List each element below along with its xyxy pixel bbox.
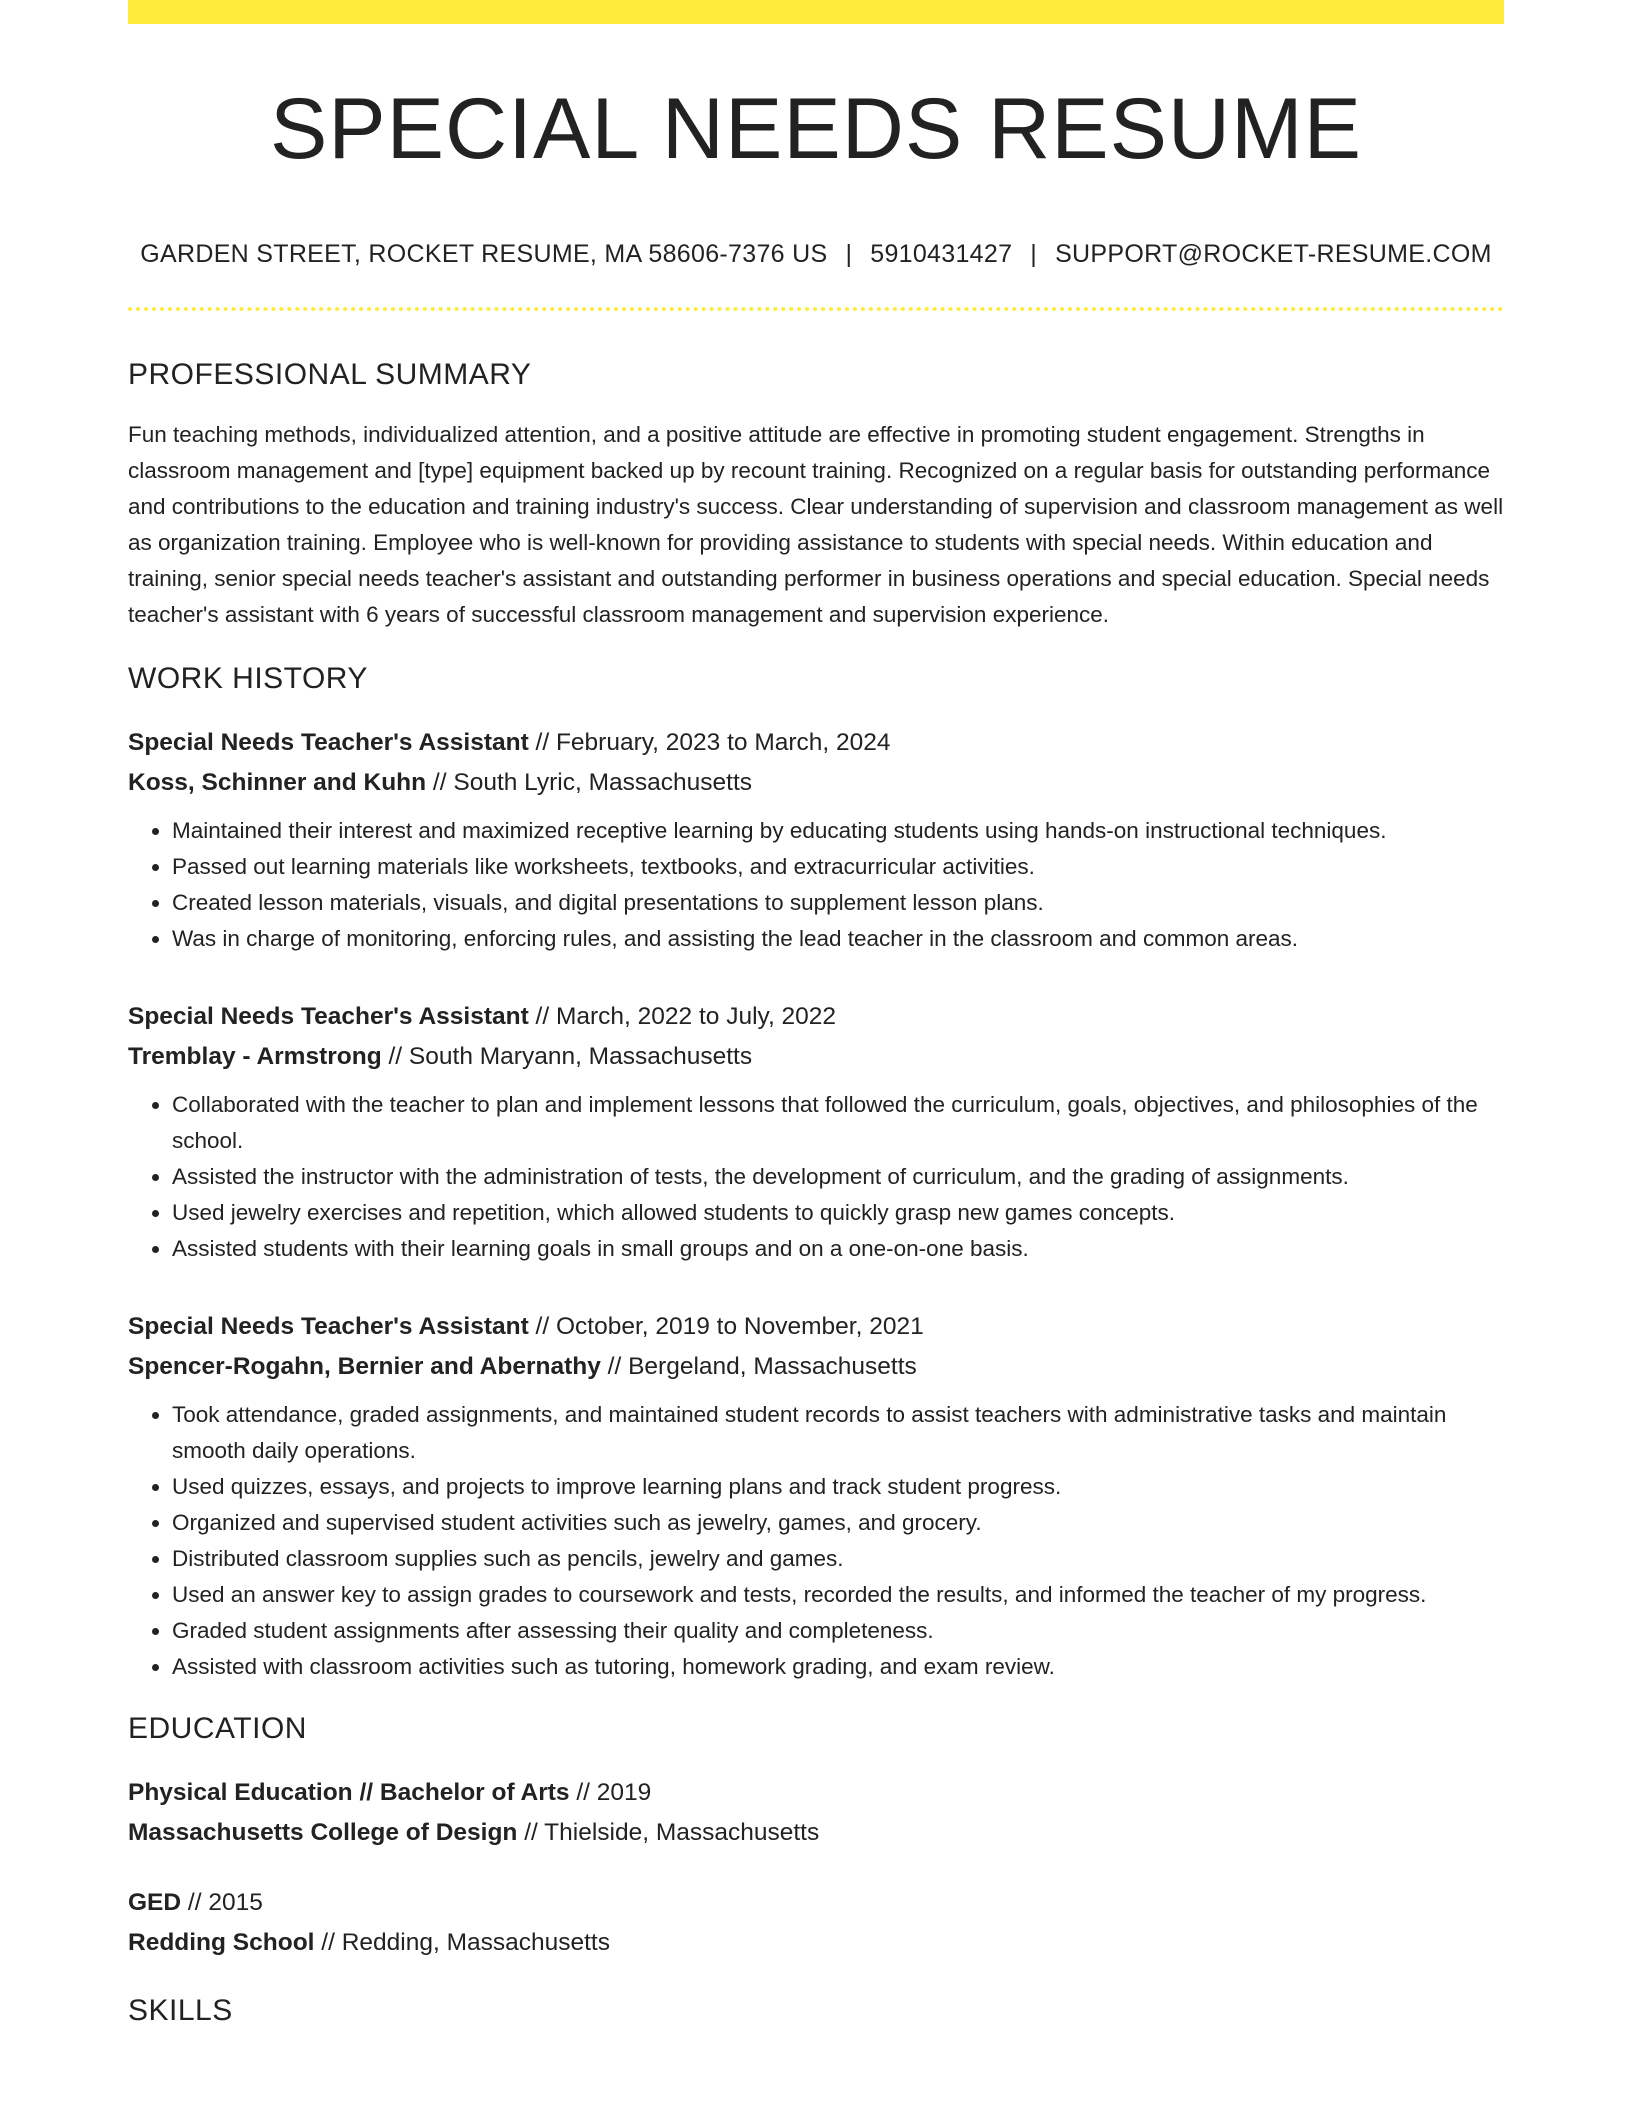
job-company-line — [128, 763, 1504, 803]
job-bullets — [128, 1397, 1504, 1685]
contact-address: GARDEN STREET, ROCKET RESUME, MA 58606-7376 US — [140, 239, 828, 268]
job-title-line — [128, 997, 1504, 1037]
job-bullet: • Was in charge of monitoring, enforcing rules, and assisting the lead teacher in the classroom and common areas. — [172, 921, 1504, 957]
education-year: // 2015 — [181, 1888, 263, 1916]
job-company-line — [128, 1347, 1504, 1387]
education-entry — [128, 1883, 1504, 1963]
job-location: // South Lyric, Massachusetts — [426, 768, 753, 796]
job-entry — [128, 1307, 1504, 1685]
contact-separator: | — [1030, 239, 1038, 268]
job-role: Special Needs Teacher's Assistant — [128, 1002, 529, 1030]
job-bullet: • Took attendance, graded assignments, and maintained student records to assist teachers with administrative tasks and maintain smooth daily operations. — [172, 1397, 1504, 1469]
education-list — [128, 1773, 1504, 1963]
education-degree: GED — [128, 1888, 182, 1916]
education-location: // Thielside, Massachusetts — [517, 1818, 820, 1846]
education-degree: Physical Education // Bachelor of Arts — [128, 1778, 570, 1806]
job-role: Special Needs Teacher's Assistant — [128, 1312, 529, 1340]
contact-separator: | — [845, 239, 853, 268]
job-bullet: • Maintained their interest and maximized receptive learning by educating students using hands-on instructional techniques. — [172, 813, 1504, 849]
job-role: Special Needs Teacher's Assistant — [128, 728, 529, 756]
job-dates: // March, 2022 to July, 2022 — [528, 1002, 837, 1030]
education-location: // Redding, Massachusetts — [314, 1928, 610, 1956]
education-degree-line — [128, 1883, 1504, 1923]
job-bullet: • Created lesson materials, visuals, and digital presentations to supplement lesson plans. — [172, 885, 1504, 921]
job-company: Koss, Schinner and Kuhn — [128, 768, 427, 796]
education-school: Massachusetts College of Design — [128, 1818, 518, 1846]
job-entry — [128, 723, 1504, 957]
job-bullet: • Used quizzes, essays, and projects to improve learning plans and track student progress. — [172, 1469, 1504, 1505]
resume-title: SPECIAL NEEDS RESUME — [269, 81, 1363, 177]
resume-page — [128, 0, 1504, 2029]
education-school-line — [128, 1923, 1504, 1963]
work-history-heading: WORK HISTORY — [128, 661, 368, 695]
job-title-line — [128, 723, 1504, 763]
education-entry — [128, 1773, 1504, 1853]
job-bullet: • Collaborated with the teacher to plan and implement lessons that followed the curriculum, goals, objectives, and philosophies of the school. — [172, 1087, 1504, 1159]
job-bullet: • Used jewelry exercises and repetition, which allowed students to quickly grasp new games concepts. — [172, 1195, 1504, 1231]
summary-heading: PROFESSIONAL SUMMARY — [128, 357, 532, 391]
job-bullets — [128, 1087, 1504, 1267]
summary-text: Fun teaching methods, individualized attention, and a positive attitude are effective in promoting student engagement. Strengths in classroom management and [type] equipment backed up by recount training. Recognized on a regular basis for outstanding performance and contributions to the education and training industry's success. Clear understanding of supervision and classroom management as well as organization training. Employee who is well-known for providing assistance to students with special needs. Within education and training, senior special needs teacher's assistant and outstanding performer in business operations and special education. Special needs teacher's assistant with 6 years of successful classroom management and supervision experience. — [128, 421, 1504, 627]
job-title-line — [128, 1307, 1504, 1347]
job-bullet: • Organized and supervised student activities such as jewelry, games, and grocery. — [172, 1505, 1504, 1541]
job-bullet: • Assisted with classroom activities such as tutoring, homework grading, and exam review. — [172, 1649, 1504, 1685]
skills-heading: SKILLS — [128, 1993, 233, 2027]
job-entry — [128, 997, 1504, 1267]
dotted-divider — [128, 307, 1504, 311]
job-bullet: • Assisted students with their learning goals in small groups and on a one-on-one basis. — [172, 1231, 1504, 1267]
job-company-line — [128, 1037, 1504, 1077]
accent-top-bar — [128, 0, 1504, 24]
contact-phone: 5910431427 — [870, 239, 1013, 268]
job-company: Spencer-Rogahn, Bernier and Abernathy — [128, 1352, 601, 1380]
job-bullet: • Graded student assignments after assessing their quality and completeness. — [172, 1613, 1504, 1649]
education-degree-line — [128, 1773, 1504, 1813]
job-location: // Bergeland, Massachusetts — [600, 1352, 917, 1380]
job-bullet: • Assisted the instructor with the administration of tests, the development of curriculum, and the grading of assignments. — [172, 1159, 1504, 1195]
education-school-line — [128, 1813, 1504, 1853]
job-bullet: • Distributed classroom supplies such as pencils, jewelry and games. — [172, 1541, 1504, 1577]
job-company: Tremblay - Armstrong — [128, 1042, 382, 1070]
contact-email: SUPPORT@ROCKET-RESUME.COM — [1055, 239, 1492, 268]
job-bullet: • Used an answer key to assign grades to coursework and tests, recorded the results, and informed the teacher of my progress. — [172, 1577, 1504, 1613]
work-history-list — [128, 723, 1504, 1685]
education-school: Redding School — [128, 1928, 315, 1956]
education-year: // 2019 — [569, 1778, 652, 1806]
education-heading: EDUCATION — [128, 1711, 307, 1745]
contact-line — [128, 239, 1504, 269]
job-dates: // October, 2019 to November, 2021 — [528, 1312, 924, 1340]
job-bullet: • Passed out learning materials like worksheets, textbooks, and extracurricular activities. — [172, 849, 1504, 885]
job-bullets — [128, 813, 1504, 957]
job-location: // South Maryann, Massachusetts — [381, 1042, 753, 1070]
job-dates: // February, 2023 to March, 2024 — [528, 728, 891, 756]
